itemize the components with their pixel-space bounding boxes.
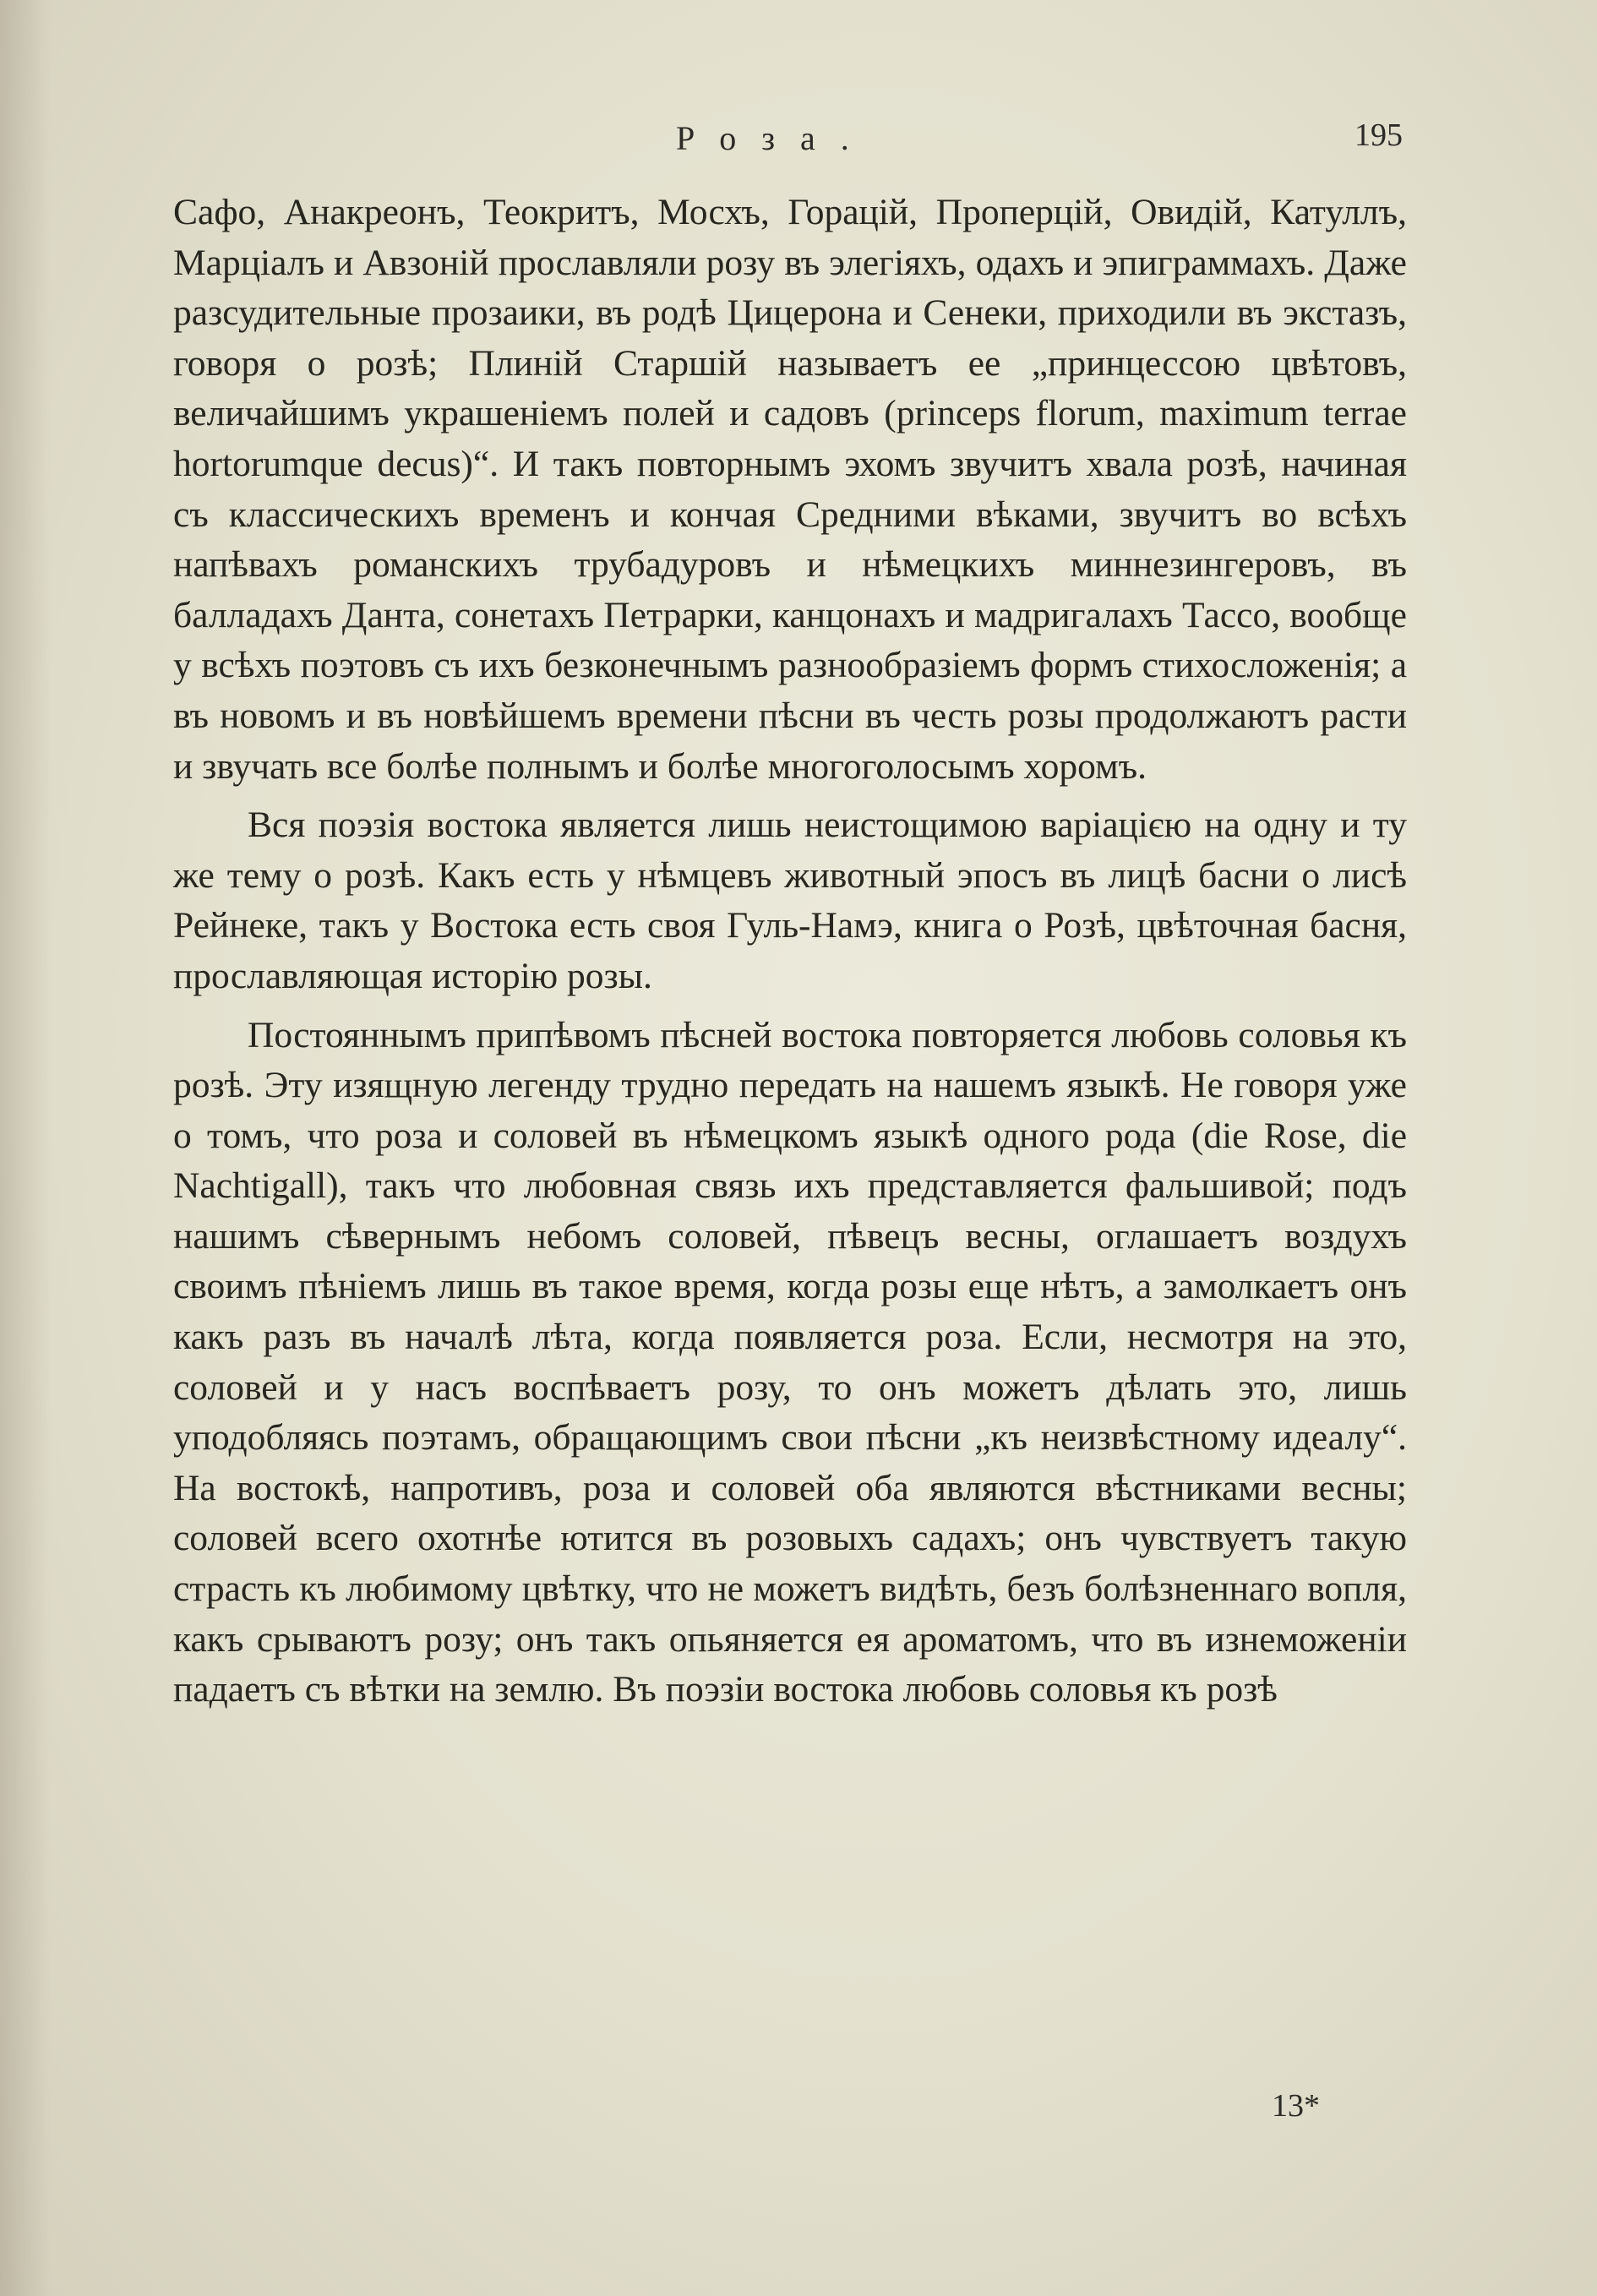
running-title: Роза. (676, 119, 875, 157)
paragraph: Вся поэзія востока является лишь неистощимою варіацією на одну и ту же тему о розѣ. Какъ есть у нѣмцевъ животный эпосъ въ лицѣ басни о лисѣ Рейнеке, такъ у Востока есть своя Гуль-Намэ, книга о Розѣ, цвѣточная басня, прославляющая исторію розы. (173, 804, 1407, 996)
page-number: 195 (1354, 117, 1403, 153)
page-header (0, 118, 1597, 169)
body-text (173, 188, 1407, 1724)
paragraph: Постояннымъ припѣвомъ пѣсней востока повторяется любовь соловья къ розѣ. Эту изящную легенду трудно передать на нашемъ языкѣ. Не говоря уже о томъ, что роза и соловей въ нѣмецкомъ языкѣ одного рода (die Rose, die Nachtigall), такъ что любовная связь ихъ представляется фальшивой; подъ нашимъ сѣвернымъ небомъ соловей, пѣвецъ весны, оглашаетъ воздухъ своимъ пѣніемъ лишь въ такое время, когда розы еще нѣтъ, а замолкаетъ онъ какъ разъ въ началѣ лѣта, когда появляется роза. Если, несмотря на это, соловей и у насъ воспѣваетъ розу, то онъ можетъ дѣлать это, лишь уподобляясь поэтамъ, обращающимъ свои пѣсни „къ неизвѣстному идеалу“. На востокѣ, напротивъ, роза и соловей оба являются вѣстниками весны; соловей всего охотнѣе ютится въ розовыхъ садахъ; онъ чувствуетъ такую страсть къ любимому цвѣтку, что не можетъ видѣть, безъ болѣзненнаго вопля, какъ срываютъ розу; онъ такъ опьяняется ея ароматомъ, что въ изнеможеніи падаетъ съ вѣтки на землю. Въ поэзіи востока любовь соловья къ розѣ (173, 1014, 1407, 1710)
paragraph: Сафо, Анакреонъ, Теокритъ, Мосхъ, Горацій, Проперцій, Овидій, Катуллъ, Марціалъ и Авзоній прославляли розу въ элегіяхъ, одахъ и эпиграммахъ. Даже разсудительные прозаики, въ родѣ Цицерона и Сенеки, приходили въ экстазъ, говоря о розѣ; Плиній Старшій называетъ ее „принцессою цвѣтовъ, величайшимъ украшеніемъ полей и садовъ (princeps florum, maximum terrae hortorumque decus)“. И такъ повторнымъ эхомъ звучитъ хвала розѣ, начиная съ классическихъ временъ и кончая Средними вѣками, звучитъ во всѣхъ напѣвахъ романскихъ трубадуровъ и нѣмецкихъ миннезингеровъ, въ балладахъ Данта, сонетахъ Петрарки, канцонахъ и мадригалахъ Тассо, вообще у всѣхъ поэтовъ съ ихъ безконечнымъ разнообразіемъ формъ стихосложенія; а въ новомъ и въ новѣйшемъ времени пѣсни въ честь розы продолжаютъ расти и звучать все болѣе полнымъ и болѣе многоголосымъ хоромъ. (173, 192, 1407, 787)
signature-mark: 13* (1272, 2088, 1320, 2124)
